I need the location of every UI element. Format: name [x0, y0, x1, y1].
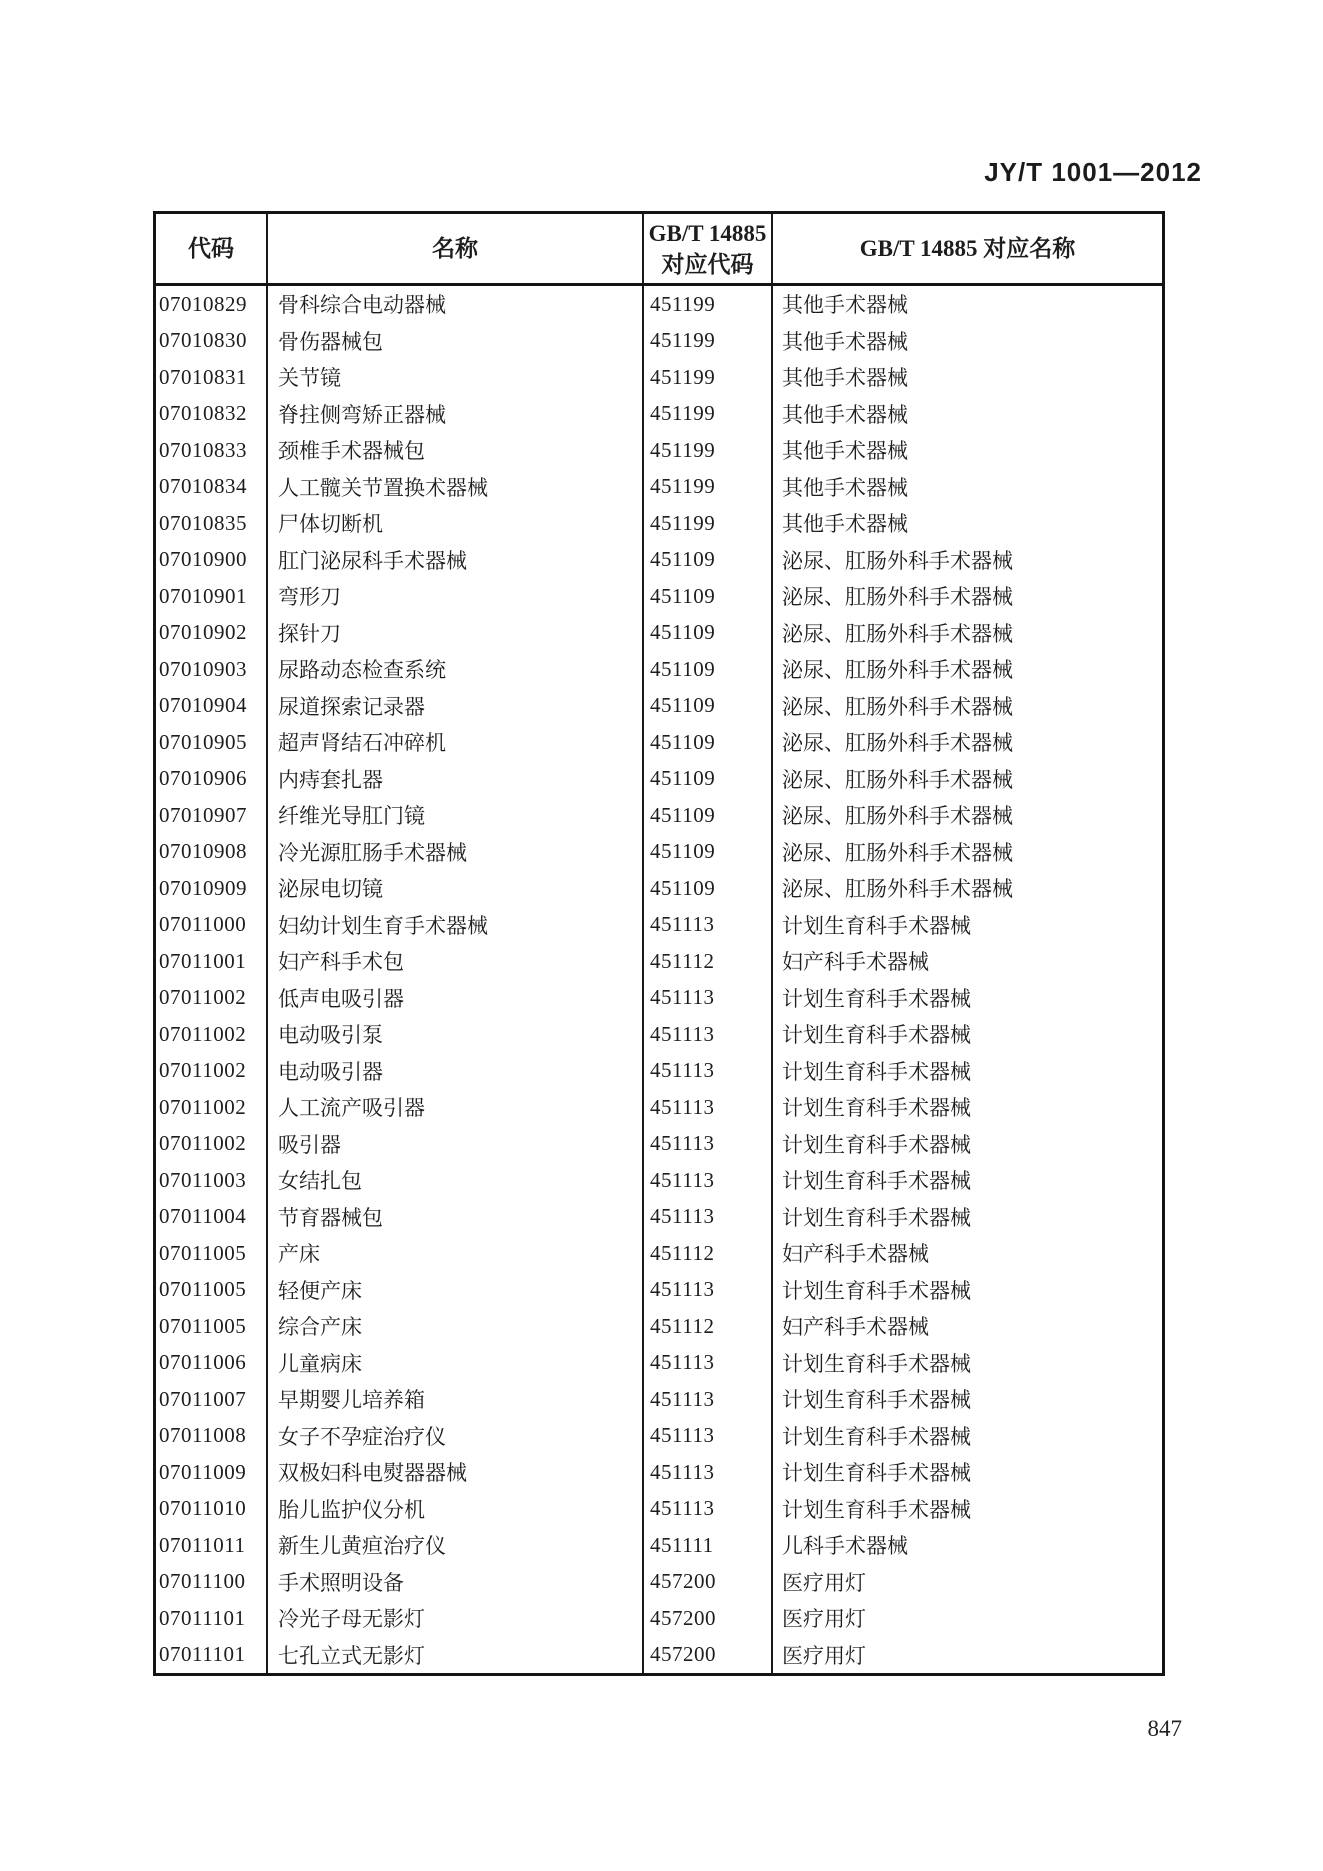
cell-name: 七孔立式无影灯	[268, 1637, 644, 1674]
table-row	[156, 980, 1162, 1017]
cell-name: 胎儿监护仪分机	[268, 1491, 644, 1528]
cell-gb-name: 泌尿、肛肠外科手术器械	[782, 694, 1013, 719]
cell-gb-name: 泌尿、肛肠外科手术器械	[782, 804, 1013, 829]
cell-gb-name: 泌尿、肛肠外科手术器械	[782, 731, 1013, 756]
cell-name: 颈椎手术器械包	[268, 432, 644, 469]
cell-code: 07010901	[156, 578, 268, 615]
table-row	[156, 1053, 1162, 1090]
cell-code: 07011007	[156, 1381, 268, 1418]
standard-number: JY/T 1001—2012	[984, 157, 1202, 187]
column-header-gb-name: GB/T 14885 对应名称	[859, 236, 1076, 261]
code-mapping-table	[153, 211, 1165, 1676]
cell-gb-code: 451109	[644, 651, 773, 688]
cell-gb-code: 451109	[644, 578, 773, 615]
cell-name: 吸引器	[268, 1126, 644, 1163]
cell-name: 人工髋关节置换术器械	[268, 469, 644, 506]
column-header-name: 名称	[268, 214, 644, 283]
cell-name: 肛门泌尿科手术器械	[268, 542, 644, 579]
cell-gb-name: 妇产科手术器械	[782, 1242, 929, 1267]
cell-gb-name: 其他手术器械	[782, 475, 908, 500]
table-row	[156, 724, 1162, 761]
cell-code: 07010905	[156, 724, 268, 761]
cell-code: 07011009	[156, 1454, 268, 1491]
cell-gb-code: 451113	[644, 1381, 773, 1418]
cell-gb-code: 451113	[644, 1016, 773, 1053]
cell-code: 07011002	[156, 1089, 268, 1126]
cell-gb-code: 451199	[644, 432, 773, 469]
table-header-row	[156, 214, 1162, 286]
cell-gb-name: 泌尿、肛肠外科手术器械	[782, 840, 1013, 865]
cell-gb-name: 计划生育科手术器械	[782, 1059, 971, 1084]
table-row	[156, 797, 1162, 834]
cell-code: 07011004	[156, 1199, 268, 1236]
cell-gb-code: 451109	[644, 688, 773, 725]
cell-gb-name: 医疗用灯	[782, 1570, 866, 1595]
cell-gb-code: 457200	[644, 1600, 773, 1637]
table-row	[156, 1600, 1162, 1637]
cell-gb-name: 泌尿、肛肠外科手术器械	[782, 877, 1013, 902]
cell-gb-code: 451113	[644, 1454, 773, 1491]
table-row	[156, 1491, 1162, 1528]
cell-gb-name: 儿科手术器械	[782, 1534, 908, 1559]
cell-name: 冷光源肛肠手术器械	[268, 834, 644, 871]
column-header-gb-code-line2: 对应代码	[661, 251, 754, 277]
cell-name: 纤维光导肛门镜	[268, 797, 644, 834]
table-row	[156, 396, 1162, 433]
cell-name: 内痔套扎器	[268, 761, 644, 798]
cell-name: 电动吸引泵	[268, 1016, 644, 1053]
cell-name: 超声肾结石冲碎机	[268, 724, 644, 761]
cell-code: 07011002	[156, 1126, 268, 1163]
cell-name: 产床	[268, 1235, 644, 1272]
cell-name: 脊拄侧弯矫正器械	[268, 396, 644, 433]
cell-name: 节育器械包	[268, 1199, 644, 1236]
table-row	[156, 1527, 1162, 1564]
cell-name: 尿路动态检查系统	[268, 651, 644, 688]
cell-gb-name: 计划生育科手术器械	[782, 913, 971, 938]
cell-code: 07010835	[156, 505, 268, 542]
cell-gb-code: 451199	[644, 396, 773, 433]
cell-code: 07010908	[156, 834, 268, 871]
cell-code: 07011005	[156, 1272, 268, 1309]
cell-gb-code: 451112	[644, 943, 773, 980]
cell-gb-code: 451199	[644, 286, 773, 323]
cell-gb-code: 451113	[644, 907, 773, 944]
cell-gb-name: 泌尿、肛肠外科手术器械	[782, 621, 1013, 646]
cell-name: 冷光子母无影灯	[268, 1600, 644, 1637]
cell-code: 07010902	[156, 615, 268, 652]
column-header-code: 代码	[156, 214, 268, 283]
table-row	[156, 1345, 1162, 1382]
table-row	[156, 943, 1162, 980]
column-header-gb-code	[644, 214, 773, 283]
cell-gb-name: 计划生育科手术器械	[782, 1351, 971, 1376]
cell-gb-code: 451109	[644, 797, 773, 834]
table-row	[156, 323, 1162, 360]
cell-gb-name: 泌尿、肛肠外科手术器械	[782, 585, 1013, 610]
cell-gb-name: 其他手术器械	[782, 329, 908, 354]
page-number: 847	[1147, 1716, 1182, 1741]
cell-gb-code: 451113	[644, 1053, 773, 1090]
cell-gb-name: 其他手术器械	[782, 512, 908, 537]
cell-gb-code: 451199	[644, 469, 773, 506]
cell-code: 07011101	[156, 1600, 268, 1637]
table-row	[156, 432, 1162, 469]
cell-gb-name: 计划生育科手术器械	[782, 1205, 971, 1230]
cell-name: 妇产科手术包	[268, 943, 644, 980]
cell-gb-code: 451109	[644, 870, 773, 907]
cell-gb-name: 妇产科手术器械	[782, 1315, 929, 1340]
column-header-gb-code-line1: GB/T 14885	[648, 220, 767, 246]
cell-code: 07011005	[156, 1308, 268, 1345]
cell-name: 女结扎包	[268, 1162, 644, 1199]
table-body	[156, 286, 1162, 1673]
cell-gb-name: 计划生育科手术器械	[782, 1096, 971, 1121]
table-row	[156, 907, 1162, 944]
cell-name: 骨科综合电动器械	[268, 286, 644, 323]
cell-gb-name: 计划生育科手术器械	[782, 1278, 971, 1303]
cell-gb-code: 457200	[644, 1637, 773, 1674]
cell-name: 早期婴儿培养箱	[268, 1381, 644, 1418]
table-row	[156, 870, 1162, 907]
cell-gb-code: 451109	[644, 761, 773, 798]
cell-name: 骨伤器械包	[268, 323, 644, 360]
cell-gb-name: 计划生育科手术器械	[782, 1169, 971, 1194]
cell-code: 07011002	[156, 980, 268, 1017]
cell-gb-name: 医疗用灯	[782, 1643, 866, 1668]
cell-code: 07010907	[156, 797, 268, 834]
cell-gb-name: 计划生育科手术器械	[782, 1023, 971, 1048]
cell-code: 07011003	[156, 1162, 268, 1199]
table-row	[156, 286, 1162, 323]
cell-code: 07010834	[156, 469, 268, 506]
table-row	[156, 1162, 1162, 1199]
cell-gb-name: 医疗用灯	[782, 1607, 866, 1632]
cell-gb-name: 计划生育科手术器械	[782, 986, 971, 1011]
table-row	[156, 469, 1162, 506]
cell-code: 07011101	[156, 1637, 268, 1674]
cell-gb-name: 其他手术器械	[782, 402, 908, 427]
table-row	[156, 1126, 1162, 1163]
table-row	[156, 359, 1162, 396]
cell-gb-name: 泌尿、肛肠外科手术器械	[782, 767, 1013, 792]
cell-name: 低声电吸引器	[268, 980, 644, 1017]
table-row	[156, 1308, 1162, 1345]
cell-name: 尿道探索记录器	[268, 688, 644, 725]
table-row	[156, 1235, 1162, 1272]
cell-gb-name: 其他手术器械	[782, 366, 908, 391]
cell-code: 07010903	[156, 651, 268, 688]
cell-gb-code: 451199	[644, 323, 773, 360]
table-row	[156, 1564, 1162, 1601]
cell-gb-code: 451112	[644, 1235, 773, 1272]
cell-code: 07010832	[156, 396, 268, 433]
table-row	[156, 542, 1162, 579]
cell-gb-code: 451113	[644, 1272, 773, 1309]
cell-gb-code: 451113	[644, 1199, 773, 1236]
cell-name: 探针刀	[268, 615, 644, 652]
cell-gb-code: 451113	[644, 1089, 773, 1126]
cell-name: 轻便产床	[268, 1272, 644, 1309]
table-row	[156, 615, 1162, 652]
cell-code: 07011002	[156, 1053, 268, 1090]
cell-gb-code: 451199	[644, 359, 773, 396]
cell-gb-name: 计划生育科手术器械	[782, 1461, 971, 1486]
cell-gb-code: 451109	[644, 615, 773, 652]
cell-gb-name: 计划生育科手术器械	[782, 1497, 971, 1522]
cell-gb-code: 451111	[644, 1527, 773, 1564]
cell-code: 07011006	[156, 1345, 268, 1382]
cell-gb-code: 451113	[644, 1126, 773, 1163]
cell-gb-name: 计划生育科手术器械	[782, 1424, 971, 1449]
cell-name: 女子不孕症治疗仪	[268, 1418, 644, 1455]
table-row	[156, 761, 1162, 798]
cell-gb-code: 451109	[644, 542, 773, 579]
cell-code: 07011002	[156, 1016, 268, 1053]
cell-code: 07011100	[156, 1564, 268, 1601]
cell-gb-code: 451113	[644, 980, 773, 1017]
cell-name: 人工流产吸引器	[268, 1089, 644, 1126]
cell-gb-name: 其他手术器械	[782, 439, 908, 464]
table-row	[156, 834, 1162, 871]
cell-gb-name: 其他手术器械	[782, 293, 908, 318]
cell-code: 07010831	[156, 359, 268, 396]
cell-code: 07010906	[156, 761, 268, 798]
cell-name: 双极妇科电熨器器械	[268, 1454, 644, 1491]
table-row	[156, 688, 1162, 725]
cell-gb-code: 451109	[644, 724, 773, 761]
cell-gb-code: 451113	[644, 1162, 773, 1199]
cell-gb-name: 计划生育科手术器械	[782, 1132, 971, 1157]
cell-code: 07011011	[156, 1527, 268, 1564]
cell-code: 07010830	[156, 323, 268, 360]
table-row	[156, 578, 1162, 615]
cell-gb-code: 457200	[644, 1564, 773, 1601]
cell-gb-name: 计划生育科手术器械	[782, 1388, 971, 1413]
cell-gb-name: 泌尿、肛肠外科手术器械	[782, 658, 1013, 683]
cell-code: 07011000	[156, 907, 268, 944]
cell-name: 儿童病床	[268, 1345, 644, 1382]
cell-name: 新生儿黄疸治疗仪	[268, 1527, 644, 1564]
cell-code: 07011008	[156, 1418, 268, 1455]
cell-code: 07010904	[156, 688, 268, 725]
cell-gb-code: 451113	[644, 1418, 773, 1455]
cell-name: 手术照明设备	[268, 1564, 644, 1601]
cell-gb-code: 451199	[644, 505, 773, 542]
cell-gb-name: 泌尿、肛肠外科手术器械	[782, 548, 1013, 573]
cell-name: 弯形刀	[268, 578, 644, 615]
cell-gb-code: 451112	[644, 1308, 773, 1345]
cell-gb-code: 451113	[644, 1345, 773, 1382]
cell-name: 关节镜	[268, 359, 644, 396]
table-row	[156, 651, 1162, 688]
table-row	[156, 1089, 1162, 1126]
cell-name: 综合产床	[268, 1308, 644, 1345]
cell-name: 电动吸引器	[268, 1053, 644, 1090]
table-row	[156, 1418, 1162, 1455]
cell-code: 07011005	[156, 1235, 268, 1272]
cell-name: 妇幼计划生育手术器械	[268, 907, 644, 944]
cell-gb-code: 451109	[644, 834, 773, 871]
cell-code: 07010900	[156, 542, 268, 579]
table-row	[156, 1381, 1162, 1418]
table-row	[156, 1016, 1162, 1053]
cell-code: 07010909	[156, 870, 268, 907]
cell-code: 07011001	[156, 943, 268, 980]
cell-code: 07011010	[156, 1491, 268, 1528]
table-row	[156, 505, 1162, 542]
table-row	[156, 1272, 1162, 1309]
table-row	[156, 1199, 1162, 1236]
cell-gb-code: 451113	[644, 1491, 773, 1528]
table-row	[156, 1637, 1162, 1674]
cell-name: 尸体切断机	[268, 505, 644, 542]
cell-code: 07010833	[156, 432, 268, 469]
cell-name: 泌尿电切镜	[268, 870, 644, 907]
table-row	[156, 1454, 1162, 1491]
cell-gb-name: 妇产科手术器械	[782, 950, 929, 975]
cell-code: 07010829	[156, 286, 268, 323]
